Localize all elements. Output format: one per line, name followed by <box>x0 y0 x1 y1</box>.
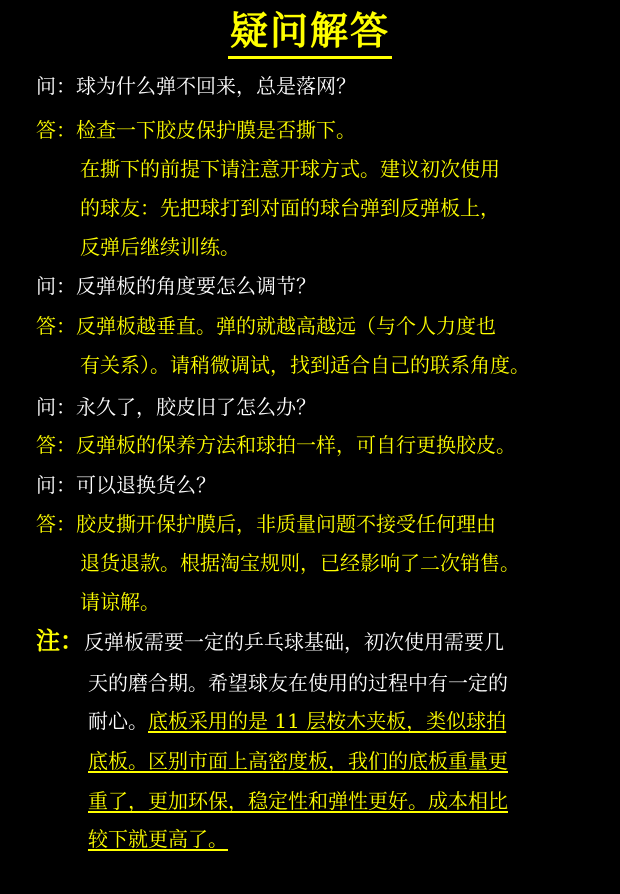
answer-label: 答： <box>36 512 76 536</box>
note-line-5 <box>88 788 508 814</box>
note-label: 注： <box>36 626 84 655</box>
question-2 <box>36 273 316 299</box>
answer-2-line-1 <box>36 313 496 339</box>
answer-text: 检查一下胶皮保护膜是否撕下。 <box>76 118 356 142</box>
question-1 <box>36 73 356 99</box>
note-line-4 <box>88 748 508 774</box>
question-label: 问： <box>36 395 76 419</box>
answer-label: 答： <box>36 118 76 142</box>
answer-label: 答： <box>36 314 76 338</box>
question-text: 永久了，胶皮旧了怎么办？ <box>76 395 316 419</box>
answer-text: 胶皮撕开保护膜后，非质量问题不接受任何理由 <box>76 512 496 536</box>
note-line-1 <box>36 628 504 655</box>
answer-text: 反弹板的保养方法和球拍一样，可自行更换胶皮。 <box>76 433 516 457</box>
note-underlined-text: 较下就更高了。 <box>88 827 228 851</box>
answer-4-line-2: 退货退款。根据淘宝规则，已经影响了二次销售。 <box>80 551 520 575</box>
question-4 <box>36 472 216 498</box>
page-title: 疑问解答 <box>228 6 392 59</box>
note-line-6 <box>88 826 228 852</box>
answer-1-line-2: 在撕下的前提下请注意开球方式。建议初次使用 <box>80 157 500 181</box>
title-wrap <box>0 6 620 59</box>
question-3 <box>36 394 316 420</box>
question-label: 问： <box>36 473 76 497</box>
answer-2-line-2: 有关系）。请稍微调试，找到适合自己的联系角度。 <box>80 353 530 377</box>
note-line-3 <box>88 708 506 734</box>
note-line-2: 天的磨合期。希望球友在使用的过程中有一定的 <box>88 671 508 695</box>
answer-4-line-3: 请谅解。 <box>80 590 160 614</box>
note-underlined-text: 底板采用的是 11 层桉木夹板，类似球拍 <box>148 709 507 733</box>
note-underlined-text: 重了，更加环保，稳定性和弹性更好。成本相比 <box>88 789 508 813</box>
question-text: 球为什么弹不回来，总是落网？ <box>76 74 356 98</box>
note-text: 反弹板需要一定的乒乓球基础，初次使用需要几 <box>84 630 504 654</box>
question-label: 问： <box>36 74 76 98</box>
answer-label: 答： <box>36 433 76 457</box>
answer-1-line-4: 反弹后继续训练。 <box>80 235 240 259</box>
answer-1-line-1 <box>36 117 356 143</box>
answer-text: 反弹板越垂直。弹的就越高越远（与个人力度也 <box>76 314 496 338</box>
note-underlined-text: 底板。区别市面上高密度板，我们的底板重量更 <box>88 749 508 773</box>
question-text: 反弹板的角度要怎么调节？ <box>76 274 316 298</box>
answer-1-line-3: 的球友：先把球打到对面的球台弹到反弹板上， <box>80 196 500 220</box>
answer-4-line-1 <box>36 511 496 537</box>
note-plain-text: 耐心。 <box>88 709 148 733</box>
answer-3 <box>36 432 516 458</box>
question-text: 可以退换货么？ <box>76 473 216 497</box>
question-label: 问： <box>36 274 76 298</box>
